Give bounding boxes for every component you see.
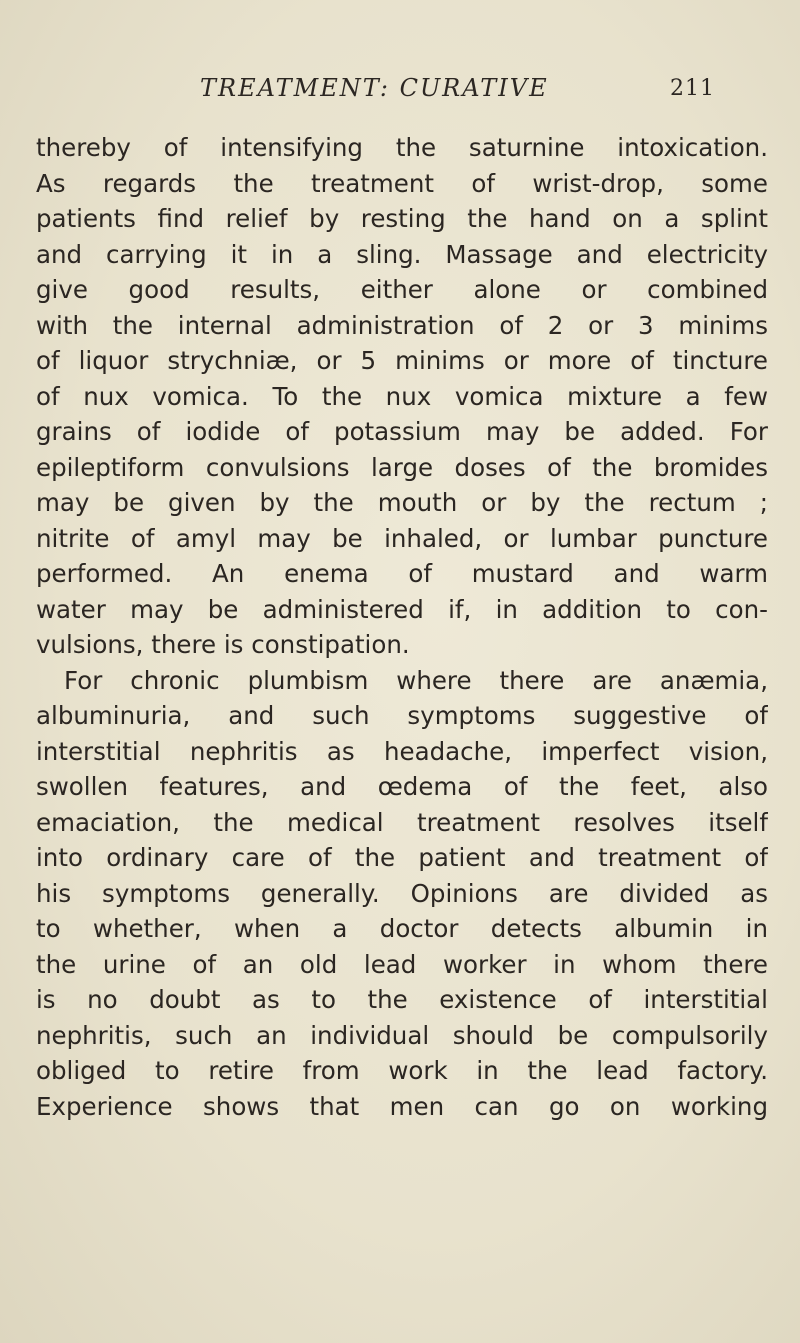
- text-line: grains of iodide of potassium may be added. For: [36, 417, 768, 446]
- text-line: obliged to retire from work in the lead factory.: [36, 1056, 768, 1085]
- text-line: into ordinary care of the patient and treatment of: [36, 843, 768, 872]
- text-line: vulsions, there is constipation.: [36, 630, 410, 659]
- page-number: 211: [670, 76, 715, 101]
- text-line: may be given by the mouth or by the rectum ;: [36, 488, 768, 517]
- text-line: Experience shows that men can go on working: [36, 1091, 768, 1121]
- text-line: nephritis, such an individual should be compulsorily: [36, 1020, 768, 1050]
- text-line: As regards the treatment of wrist-drop, some: [36, 168, 768, 198]
- text-line: water may be administered if, in addition to con-: [36, 594, 768, 624]
- text-line: nitrite of amyl may be inhaled, or lumbar puncture: [36, 523, 768, 553]
- text-line: emaciation, the medical treatment resolves itself: [36, 807, 768, 837]
- running-title: TREATMENT: CURATIVE: [200, 74, 549, 102]
- text-line: performed. An enema of mustard and warm: [36, 559, 768, 588]
- text-line: give good results, either alone or combined: [36, 275, 768, 304]
- text-line: For chronic plumbism where there are anæmia,: [64, 665, 768, 695]
- text-line: interstitial nephritis as headache, imperfect vision,: [36, 736, 768, 766]
- text-line: of liquor strychniæ, or 5 minims or more of tincture: [36, 346, 768, 375]
- text-line: his symptoms generally. Opinions are divided as: [36, 878, 768, 908]
- text-line: is no doubt as to the existence of interstitial: [36, 985, 768, 1014]
- text-line: patients find relief by resting the hand on a splint: [36, 204, 768, 233]
- text-line: albuminuria, and such symptoms suggestive of: [36, 701, 768, 730]
- text-line: thereby of intensifying the saturnine intoxication.: [36, 133, 768, 162]
- text-line: the urine of an old lead worker in whom there: [36, 949, 768, 979]
- text-line: to whether, when a doctor detects albumin in: [36, 914, 768, 943]
- text-line: epileptiform convulsions large doses of the bromides: [36, 452, 768, 482]
- text-line: and carrying it in a sling. Massage and electricity: [36, 239, 768, 269]
- body-text: [36, 130, 768, 1124]
- running-head: [200, 74, 715, 108]
- text-line: of nux vomica. To the nux vomica mixture a few: [36, 381, 768, 411]
- text-line: with the internal administration of 2 or 3 minims: [36, 310, 768, 340]
- text-line: swollen features, and œdema of the feet, also: [36, 772, 768, 801]
